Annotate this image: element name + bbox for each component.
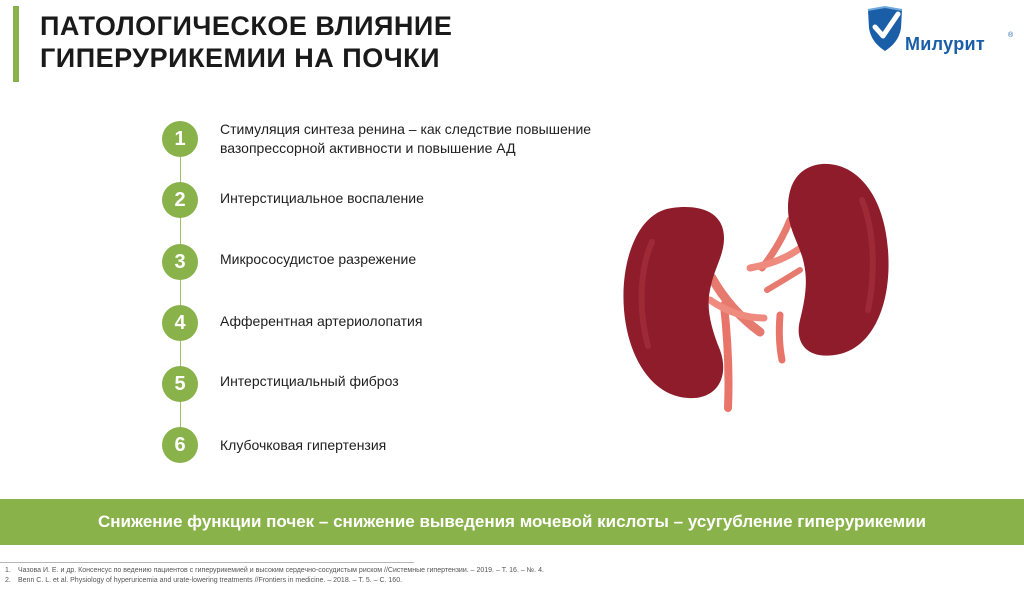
reference-number: 2. — [5, 577, 11, 584]
check-shield-icon — [865, 6, 905, 52]
conclusion-banner — [0, 499, 1024, 545]
reference-number: 1. — [5, 567, 11, 574]
step-6-text: Клубочковая гипертензия — [220, 437, 387, 453]
references-list — [5, 566, 544, 586]
page-title: ПАТОЛОГИЧЕСКОЕ ВЛИЯНИЕ ГИПЕРУРИКЕМИИ НА ПОЧКИ — [40, 11, 453, 73]
reference-text: Чазова И. Е. и др. Консенсус по ведению пациентов с гиперурикемией и высоким сердечно-сосудистым риском //Системные гипертензии. – 2019. – Т. 16. – №. 4. — [18, 567, 544, 574]
step-2-badge: 2 — [162, 182, 198, 218]
reference-item — [5, 576, 544, 586]
step-6-badge: 6 — [162, 427, 198, 463]
step-2-text: Интерстициальное воспаление — [220, 190, 424, 206]
title-accent-bar — [13, 6, 19, 82]
step-1-text: Стимуляция синтеза ренина – как следствие повышение вазопрессорной активности и повышение АД — [220, 121, 592, 156]
brand-logo — [865, 6, 1015, 60]
step-3-text: Микрососудистое разрежение — [220, 251, 417, 267]
step-5-badge: 5 — [162, 366, 198, 402]
references-divider — [0, 562, 414, 563]
kidneys-illustration — [612, 150, 902, 412]
step-5-text: Интерстициальный фиброз — [220, 373, 399, 389]
step-1-badge: 1 — [162, 121, 198, 157]
registered-mark: ® — [1008, 32, 1014, 39]
brand-name: Милурит — [905, 34, 986, 54]
step-3-badge: 3 — [162, 244, 198, 280]
reference-text: Benn C. L. et al. Physiology of hyperuricemia and urate-lowering treatments //Frontiers in medicine. – 2018. – Т. 5. – С. 160. — [18, 577, 403, 584]
step-4-text: Афферентная артериолопатия — [220, 313, 423, 329]
reference-item — [5, 566, 544, 576]
step-4-badge: 4 — [162, 305, 198, 341]
conclusion-text: Снижение функции почек – снижение выведения мочевой кислоты – усугубление гиперурикемии — [98, 512, 926, 531]
